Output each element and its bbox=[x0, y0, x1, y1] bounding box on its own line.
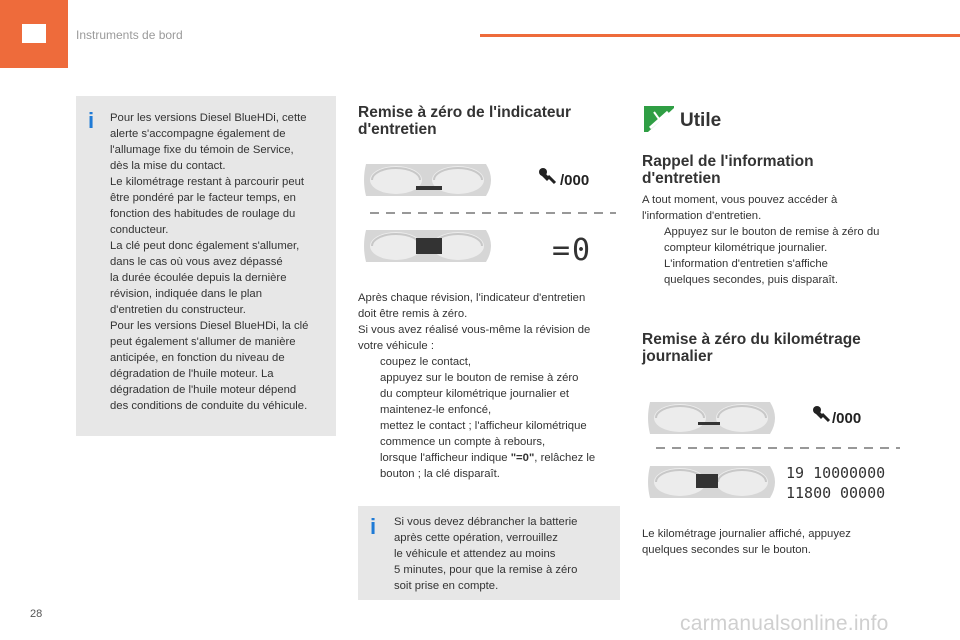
list-item: coupez le contact, bbox=[380, 356, 472, 368]
page-number: 28 bbox=[30, 608, 43, 620]
display-top-value: /000 bbox=[832, 410, 862, 427]
info-icon: i bbox=[88, 108, 95, 133]
text-line: peut également s'allumer de manière bbox=[110, 336, 296, 348]
text-line: quelques secondes sur le bouton. bbox=[642, 544, 811, 556]
text-line: anticipée, en fonction du niveau de bbox=[110, 352, 285, 364]
heading-line: d'entretien bbox=[642, 170, 721, 187]
utile-label: Utile bbox=[680, 110, 722, 131]
text-line: dans le cas où vous avez dépassé bbox=[110, 256, 283, 268]
text-line: dès la mise du contact. bbox=[110, 160, 226, 172]
text-line: d'entretien du constructeur. bbox=[110, 304, 246, 316]
list-item-cont: quelques secondes, puis disparaît. bbox=[664, 274, 838, 286]
remise-journalier-title bbox=[642, 331, 861, 365]
heading-line: d'entretien bbox=[358, 121, 437, 138]
wrench-icon bbox=[813, 406, 829, 421]
text-line: dégradation de l'huile moteur dépend bbox=[110, 384, 297, 396]
text-line: après cette opération, verrouillez bbox=[394, 532, 558, 544]
text-line: des conditions de conduite du véhicule. bbox=[110, 400, 308, 412]
instrument-cluster-bottom bbox=[648, 466, 775, 498]
text-line: Pour les versions Diesel BlueHDi, cette bbox=[110, 112, 307, 124]
text-line: Le kilométrage journalier affiché, appuyez bbox=[642, 528, 851, 540]
text-line: soit prise en compte. bbox=[394, 580, 499, 592]
text-line: révision, indiquée dans le plan bbox=[110, 288, 262, 300]
section-title: Instruments de bord bbox=[76, 28, 183, 42]
odometer-trip-value: 00000 bbox=[840, 484, 886, 502]
header-rule bbox=[480, 34, 960, 37]
text-line: votre véhicule : bbox=[358, 340, 434, 352]
list-item: mettez le contact ; l'afficheur kilométrique bbox=[380, 420, 587, 432]
text-line: la durée écoulée depuis la dernière bbox=[110, 272, 287, 284]
display-top-value: /000 bbox=[560, 172, 590, 189]
cluster-illustration-odometer bbox=[642, 398, 904, 506]
rappel-title bbox=[642, 153, 814, 187]
odometer-trip-value: 00000 bbox=[840, 464, 886, 482]
odometer-total-value: 19 100 bbox=[786, 464, 841, 482]
list-item: lorsque l'afficheur indique "=0", relâchez le bbox=[380, 452, 596, 464]
text-line: Le kilométrage restant à parcourir peut bbox=[110, 176, 305, 188]
note-text bbox=[394, 514, 577, 594]
text-line: l'allumage fixe du témoin de Service, bbox=[110, 144, 294, 156]
info-box-left bbox=[76, 96, 336, 436]
text-line: le véhicule et attendez au moins bbox=[394, 548, 556, 560]
text-line: être pondéré par le facteur temps, en bbox=[110, 192, 296, 204]
text-line: Si vous avez réalisé vous-même la révision de bbox=[358, 324, 591, 336]
wrench-icon bbox=[539, 168, 555, 183]
text-line: doit être remis à zéro. bbox=[358, 308, 468, 320]
text-line: l'information d'entretien. bbox=[642, 210, 762, 222]
instrument-cluster-top bbox=[364, 164, 491, 196]
corner-square-icon bbox=[22, 24, 46, 43]
text-line: fonction des habitudes de roulage du bbox=[110, 208, 296, 220]
cluster-illustration-reset bbox=[358, 158, 620, 268]
display-bottom-value: =0 bbox=[552, 233, 593, 268]
text-line: dégradation de l'huile moteur. La bbox=[110, 368, 274, 380]
list-item-cont: bouton ; la clé disparaît. bbox=[380, 468, 500, 480]
text-line: Si vous devez débrancher la batterie bbox=[394, 516, 578, 528]
text-line: Après chaque révision, l'indicateur d'entretien bbox=[358, 292, 586, 304]
rappel-body bbox=[642, 192, 879, 288]
info-text-left bbox=[110, 110, 308, 414]
text-line: 5 minutes, pour que la remise à zéro bbox=[394, 564, 578, 576]
list-item: Appuyez sur le bouton de remise à zéro du bbox=[664, 226, 880, 238]
odometer-caption bbox=[642, 526, 851, 558]
info-icon: i bbox=[370, 514, 377, 539]
heading-line: Remise à zéro de l'indicateur bbox=[358, 104, 572, 121]
odometer-total-value: 11800 bbox=[786, 484, 832, 502]
instrument-cluster-top bbox=[648, 402, 775, 434]
info-box-middle bbox=[358, 506, 620, 600]
text-line: A tout moment, vous pouvez accéder à bbox=[642, 194, 838, 206]
heading-line: Remise à zéro du kilométrage bbox=[642, 331, 861, 348]
heading-line: journalier bbox=[642, 348, 713, 365]
tools-icon bbox=[642, 104, 676, 134]
list-item-cont: commence un compte à rebours, bbox=[380, 436, 546, 448]
text-line: Pour les versions Diesel BlueHDi, la clé bbox=[110, 320, 309, 332]
list-item: appuyez sur le bouton de remise à zéro bbox=[380, 372, 579, 384]
list-item-cont: L'information d'entretien s'affiche bbox=[664, 258, 828, 270]
watermark: carmanualsonline.info bbox=[680, 612, 889, 635]
text-line: conducteur. bbox=[110, 224, 169, 236]
list-item-cont: compteur kilométrique journalier. bbox=[664, 242, 828, 254]
text-line: alerte s'accompagne également de bbox=[110, 128, 286, 140]
list-item-cont: du compteur kilométrique journalier et bbox=[380, 388, 570, 400]
list-item-cont: maintenez-le enfoncé, bbox=[380, 404, 492, 416]
heading-line: Rappel de l'information bbox=[642, 153, 814, 170]
middle-body bbox=[358, 290, 595, 482]
instrument-cluster-bottom bbox=[364, 230, 491, 262]
middle-title bbox=[358, 104, 571, 138]
text-line: La clé peut donc également s'allumer, bbox=[110, 240, 300, 252]
